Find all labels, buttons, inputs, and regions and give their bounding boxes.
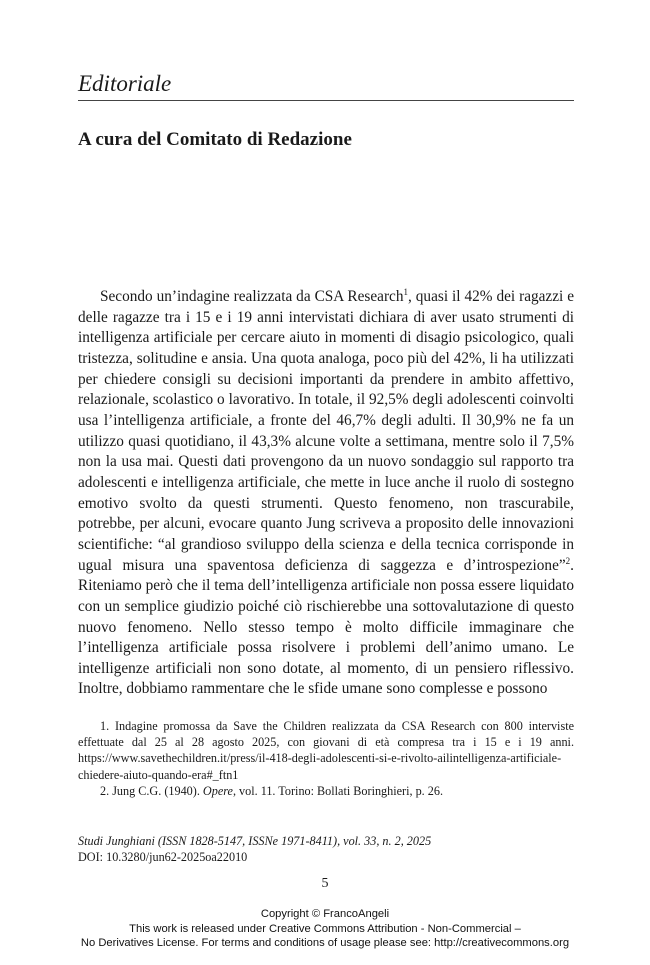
footnote-ref-1[interactable]: 1	[403, 286, 408, 297]
section-heading: Editoriale	[78, 70, 574, 101]
doi-link[interactable]: DOI: 10.3280/jun62-2025oa22010	[78, 850, 248, 864]
journal-citation: Studi Junghiani (ISSN 1828-5147, ISSNe 1971-8411), vol. 33, n. 2, 2025	[78, 834, 432, 848]
footnote-2-details: , vol. 11. Torino: Bollati Boringhieri, p. 26.	[232, 783, 443, 798]
license-line-2: No Derivatives License. For terms and conditions of usage please see: http://creativecommons.org	[80, 937, 570, 949]
journal-info	[78, 833, 574, 865]
article-title: A cura del Comitato di Redazione	[78, 129, 352, 150]
footnote-2	[78, 783, 574, 799]
footnote-2-work-title: Opere	[202, 783, 233, 798]
page-number: 5	[321, 876, 329, 891]
license-line-1: This work is released under Creative Commons Attribution - Non-Commercial –	[129, 922, 521, 935]
body-text-part-3: . Riteniamo però che il tema dell’intelligenza artificiale non possa essere liquidato con un semplice giudizio poiché ciò rischierebbe una sottovalutazione di questo nuovo fenomeno. Nello stesso tempo è molto difficile immaginare che l’intelligenza artificiale possa risolvere i problemi dell’animo umano. Le intelligenze artificiali non sono dotate, al momento, di un pensiero riflessivo. Inoltre, dobbiamo rammentare che le sfide umane sono complesse e possono	[78, 556, 574, 698]
body-paragraph	[78, 287, 574, 700]
footnote-ref-2[interactable]: 2	[565, 555, 571, 566]
license-notice	[0, 907, 650, 951]
footnotes	[78, 718, 574, 799]
body-text-part-2: , quasi il 42% dei ragazzi e delle ragazze tra i 15 e i 19 anni intervistati dichiara di aver usato strumenti di intelligenza artificiale per cercare aiuto in momenti di disagio psicologico, quali tristezza, solitudine e ansia. Una quota analoga, poco più del 42%, li ha utilizzati per chiedere consigli su decisioni importanti da prendere in ambito affettivo, relazionale, scolastico o lavorativo. In totale, il 92,5% degli adolescenti coinvolti usa l’intelligenza artificiale, a fronte del 46,7% degli adulti. Il 30,9% ne fa un utilizzo quasi quotidiano, il 43,3% alcune volte a settimana, mentre solo il 7,5% non la usa mai. Questi dati provengono da un nuovo sondaggio sul rapporto tra adolescenti e intelligenza artificiale, che mette in luce anche il ruolo di sostegno emotivo svolto da questi strumenti. Questo fenomeno, non trascurabile, potrebbe, per alcuni, evocare quanto Jung scriveva a proposito delle innovazioni scientifiche: “al grandioso sviluppo della scienza e della tecnica corrisponde in ugual misura una spaventosa deficienza di saggezza e d’introspezione”	[78, 288, 574, 574]
body-text-part-1: Secondo un’indagine realizzata da CSA Research	[100, 288, 404, 305]
footnote-2-author: 2. Jung C.G. (1940).	[100, 783, 203, 798]
footnote-1: 1. Indagine promossa da Save the Children realizzata da CSA Research con 800 interviste effettuate dal 25 al 28 agosto 2025, con giovani di età compresa tra i 15 e i 19 anni. https://www.savethechildren.it/press/il-418-degli-adolescenti-si-e-rivolto-ailintelligenza-artificiale-chiedere-aiuto-quando-era#_ftn1	[78, 719, 574, 782]
copyright-line: Copyright © FrancoAngeli	[260, 908, 390, 920]
